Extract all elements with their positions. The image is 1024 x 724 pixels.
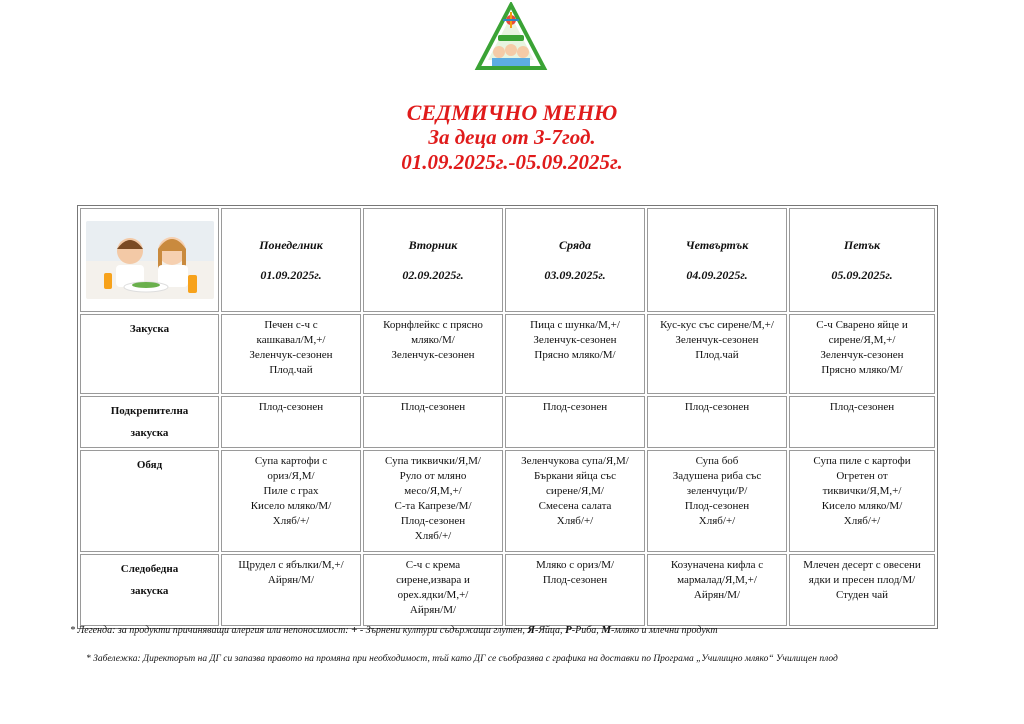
meal-cell (363, 396, 503, 448)
menu-item-line: Зеленчук-сезонен (391, 349, 475, 361)
menu-item-line: С-ч Сварено яйце и (816, 319, 908, 331)
meal-row-breakfast (80, 314, 935, 394)
menu-item-line: Зеленчук-сезонен (675, 334, 759, 346)
menu-item-line: Прясно мляко/М/ (534, 349, 616, 361)
day-date: 01.09.2025г. (260, 268, 322, 282)
day-name: Сряда (559, 238, 591, 252)
legend-plus-text: - Зърнени култури съдържащи глутен, (359, 625, 525, 636)
meal-label-line: закуска (130, 585, 169, 597)
meal-cell (221, 314, 361, 394)
meal-cell (221, 396, 361, 448)
meal-label (80, 396, 219, 448)
menu-item-line: Прясно мляко/М/ (821, 364, 903, 376)
menu-item-line: Супа картофи с (254, 455, 328, 467)
menu-item-line: ориз/Я,М/ (267, 470, 315, 482)
menu-item-line: Зеленчук-сезонен (249, 349, 333, 361)
menu-item-line: С-та Капрезе/М/ (394, 500, 472, 512)
menu-item-line: Супа боб (695, 455, 739, 467)
photo-cell (80, 208, 219, 312)
day-header-mon (221, 208, 361, 312)
meal-cell (647, 554, 787, 626)
menu-item-line: Зеленчук-сезонен (533, 334, 617, 346)
day-date: 05.09.2025г. (831, 268, 893, 282)
meal-label (80, 314, 219, 394)
menu-item-line: Плод-сезонен (258, 401, 324, 413)
kindergarten-logo (474, 2, 548, 74)
menu-heading (0, 100, 1024, 175)
day-header-thu (647, 208, 787, 312)
legend-prefix: Легенда: за продукти причиняващи алергия или непоносимост: (77, 625, 349, 636)
menu-item-line: Смесена салата (538, 500, 612, 512)
day-name: Понеделник (259, 238, 323, 252)
menu-item-line: тиквички/Я,М,+/ (822, 485, 902, 497)
meal-cell (647, 314, 787, 394)
weekly-menu-table (77, 205, 938, 629)
day-name: Вторник (408, 238, 458, 252)
menu-item-line: Плод-сезонен (400, 401, 466, 413)
menu-item-line: Печен с-ч с (264, 319, 318, 331)
menu-item-line: Супа пиле с картофи (813, 455, 911, 467)
meal-row-afternoon-snack (80, 554, 935, 626)
menu-item-line: Пица с шунка/М,+/ (530, 319, 620, 331)
day-name: Четвъртък (685, 238, 749, 252)
menu-item-line: Айрян/М/ (693, 589, 741, 601)
meal-cell (789, 314, 935, 394)
menu-item-line: сирене,извара и (396, 574, 470, 586)
meal-label (80, 554, 219, 626)
director-note (86, 654, 838, 664)
day-header-tue (363, 208, 503, 312)
meal-row-snack (80, 396, 935, 448)
meal-label (80, 450, 219, 552)
menu-item-line: Млечен десерт с овесени (803, 559, 921, 571)
menu-item-line: Плод-сезонен (400, 515, 466, 527)
day-header-wed (505, 208, 645, 312)
day-name: Петък (843, 238, 881, 252)
menu-item-line: Хляб/+/ (272, 515, 310, 527)
day-date: 03.09.2025г. (544, 268, 606, 282)
menu-item-line: Кисело мляко/М/ (250, 500, 332, 512)
menu-item-line: Мляко с ориз/М/ (535, 559, 615, 571)
menu-item-line: кашкавал/М,+/ (256, 334, 326, 346)
meal-label-line: Подкрепителна (110, 405, 189, 417)
menu-item-line: Руло от мляно (399, 470, 467, 482)
menu-item-line: Айрян/М/ (267, 574, 315, 586)
meal-cell (505, 396, 645, 448)
meal-label-line: Обяд (136, 459, 163, 471)
day-header-fri (789, 208, 935, 312)
menu-item-line: Плод-сезонен (684, 500, 750, 512)
meal-cell (505, 554, 645, 626)
menu-item-line: Козуначена кифла с (670, 559, 764, 571)
legend-ya-text: -Яйца, (534, 625, 563, 636)
meal-cell (789, 450, 935, 552)
menu-item-line: Кисело мляко/М/ (821, 500, 903, 512)
legend-m-text: -мляко и млечни продукт (611, 625, 718, 636)
menu-item-line: Плод-сезонен (542, 401, 608, 413)
meal-cell (363, 314, 503, 394)
menu-item-line: Хляб/+/ (698, 515, 736, 527)
menu-item-line: Плод-сезонен (829, 401, 895, 413)
meal-cell (505, 314, 645, 394)
menu-item-line: Хляб/+/ (556, 515, 594, 527)
meal-row-lunch (80, 450, 935, 552)
allergen-legend (70, 624, 718, 636)
menu-subtitle: За деца от 3-7год. (428, 125, 596, 149)
menu-item-line: Студен чай (835, 589, 889, 601)
meal-label-line: Закуска (129, 323, 170, 335)
meal-cell (363, 450, 503, 552)
legend-r: Р (565, 624, 572, 636)
menu-item-line: Корнфлейкс с прясно (383, 319, 483, 331)
menu-item-line: месо/Я,М,+/ (404, 485, 462, 497)
menu-item-line: мляко/М/ (411, 334, 455, 346)
legend-r-text: -Риба, (571, 625, 599, 636)
meal-cell (221, 450, 361, 552)
children-eating-photo (86, 221, 214, 299)
menu-item-line: мармалад/Я,М,+/ (677, 574, 757, 586)
legend-m: М (601, 624, 611, 636)
menu-item-line: зеленчуци/Р/ (686, 485, 748, 497)
menu-item-line: Хляб/+/ (843, 515, 881, 527)
menu-item-line: С-ч с крема (405, 559, 461, 571)
meal-cell (221, 554, 361, 626)
meal-cell (647, 450, 787, 552)
legend-asterisk: * (70, 625, 75, 636)
menu-item-line: Огретен от (836, 470, 888, 482)
menu-item-line: Плод-сезонен (684, 401, 750, 413)
menu-item-line: сирене/Я,М/ (546, 485, 604, 497)
meal-cell (789, 396, 935, 448)
note-text: Забележка: Директорът на ДГ си запазва правото на промяна при необходимост, тъй като ДГ се съобразява с графика на доставки по Програма „Училищно мляко“ Училищен плод (93, 654, 838, 664)
menu-item-line: Плод-сезонен (542, 574, 608, 586)
day-date: 04.09.2025г. (686, 268, 748, 282)
menu-item-line: сирене/Я,М,+/ (828, 334, 896, 346)
menu-title: СЕДМИЧНО МЕНЮ (406, 100, 618, 125)
legend-ya: Я (527, 624, 535, 636)
meal-cell (647, 396, 787, 448)
menu-item-line: Зеленчук-сезонен (820, 349, 904, 361)
meal-cell (789, 554, 935, 626)
menu-item-line: ядки и пресен плод/М/ (808, 574, 916, 586)
menu-item-line: Хляб/+/ (414, 530, 452, 542)
menu-item-line: Щрудел с ябълки/М,+/ (238, 559, 344, 571)
legend-plus: + (351, 624, 358, 636)
menu-item-line: орех.ядки/М,+/ (397, 589, 469, 601)
meal-label-line: Следобедна (120, 563, 179, 575)
menu-item-line: Айрян/М/ (409, 604, 457, 616)
menu-item-line: Пиле с грах (263, 485, 319, 497)
menu-item-line: Зеленчукова супа/Я,М/ (521, 455, 629, 467)
table-header-row (80, 208, 935, 312)
menu-item-line: Плод.чай (269, 364, 313, 376)
menu-item-line: Супа тиквички/Я,М/ (385, 455, 481, 467)
meal-cell (505, 450, 645, 552)
meal-label-line: закуска (130, 427, 169, 439)
menu-period: 01.09.2025г.-05.09.2025г. (401, 150, 623, 174)
menu-item-line: Бъркани яйца със (533, 470, 616, 482)
menu-item-line: Кус-кус със сирене/М,+/ (660, 319, 774, 331)
menu-item-line: Плод.чай (695, 349, 739, 361)
day-date: 02.09.2025г. (402, 268, 464, 282)
note-asterisk: * (86, 654, 91, 664)
menu-item-line: Задушена риба със (672, 470, 762, 482)
meal-cell (363, 554, 503, 626)
